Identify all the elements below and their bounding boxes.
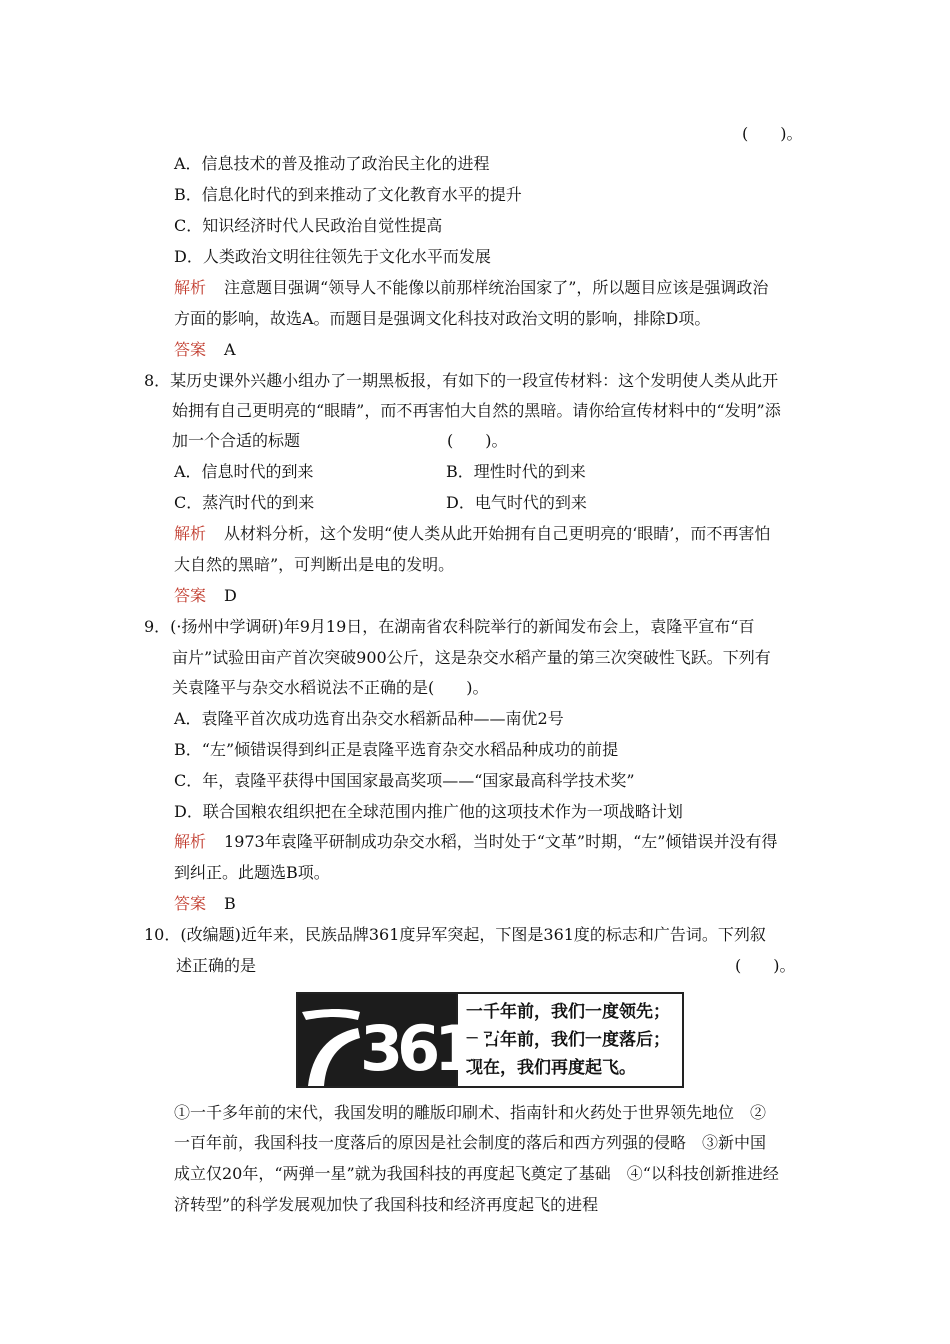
brand-logo-figure (296, 992, 684, 1088)
q10-statement-line-1: ①一千多年前的宋代，我国发明的雕版印刷术、指南针和火药处于世界领先地位 ② (174, 1103, 767, 1122)
q9-stem-line-1: 9．(·扬州中学调研)年9月19日，在湖南省农科院举行的新闻发布会上，袁隆平宣布“百 (144, 617, 755, 636)
q10-statement-line-4: 济转型”的科学发展观加快了我国科技和经济再度起飞的进程 (174, 1195, 599, 1214)
slogan-line-3: 现在，我们再度起飞。 (466, 1058, 636, 1078)
q8-analysis-line-1 (174, 524, 770, 544)
analysis-label: 解析 (174, 832, 207, 851)
q10-stem-line-2: 述正确的是 (176, 956, 257, 975)
q9-analysis-line-2: 到纠正。此题选B项。 (174, 863, 330, 882)
q7-analysis-line-2: 方面的影响，故选A。而题目是强调文化科技对政治文明的影响，排除D项。 (174, 309, 711, 328)
q8-stem-line-2: 始拥有自己更明亮的“眼睛”，而不再害怕大自然的黑暗。请你给宣传材料中的“发明”添 (172, 401, 781, 420)
q8-analysis-line-2: 大自然的黑暗”，可判断出是电的发明。 (174, 555, 455, 574)
slogan-line-2: 一百年前，我们一度落后； (466, 1030, 670, 1050)
q8-option-d: D．电气时代的到来 (446, 493, 587, 512)
q10-blank: ( )。 (735, 956, 796, 975)
q8-option-c: C．蒸汽时代的到来 (174, 493, 315, 512)
q7-analysis-line-1 (174, 278, 768, 298)
q8-blank: ( )。 (447, 431, 508, 450)
q8-option-a: A．信息时代的到来 (174, 462, 314, 481)
q8-option-b: B．理性时代的到来 (446, 462, 586, 481)
q8-stem-line-1: 8．某历史课外兴趣小组办了一期黑板报，有如下的一段宣传材料：这个发明使人类从此开 (144, 371, 779, 390)
q9-stem-line-2: 亩片”试验田亩产首次突破900公斤，这是杂交水稻产量的第三次突破性飞跃。下列有 (172, 648, 771, 667)
q9-answer (174, 894, 236, 914)
answer-label: 答案 (174, 586, 207, 605)
q9-option-a: A．袁隆平首次成功选育出杂交水稻新品种——南优2号 (174, 709, 564, 728)
q9-analysis-line-1 (174, 832, 777, 852)
analysis-label: 解析 (174, 524, 207, 543)
q7-option-a: A．信息技术的普及推动了政治民主化的进程 (174, 154, 490, 173)
q9-option-b: B．“左”倾错误得到纠正是袁隆平选育杂交水稻品种成功的前提 (174, 740, 619, 759)
q9-option-c: C．年，袁隆平获得中国国家最高奖项——“国家最高科学技术奖” (174, 771, 635, 790)
analysis-text: 1973年袁隆平研制成功杂交水稻，当时处于“文革”时期，“左”倾错误并没有得 (224, 832, 778, 851)
q7-option-d: D．人类政治文明往往领先于文化水平而发展 (174, 247, 491, 266)
q7-option-b: B．信息化时代的到来推动了文化教育水平的提升 (174, 185, 522, 204)
q8-stem-line-3: 加一个合适的标题 (172, 431, 301, 450)
q7-answer (174, 340, 236, 360)
analysis-text: 从材料分析，这个发明“使人类从此开始拥有自己更明亮的‘眼睛’，而不再害怕 (224, 524, 771, 543)
swoosh-logo-icon (298, 994, 497, 1086)
answer-label: 答案 (174, 894, 207, 913)
q9-stem-line-3: 关袁隆平与杂交水稻说法不正确的是( )。 (172, 678, 489, 697)
answer-value: A (224, 340, 236, 359)
analysis-text: 注意题目强调“领导人不能像以前那样统治国家了”，所以题目应该是强调政治 (224, 278, 769, 297)
q7-option-c: C．知识经济时代人民政治自觉性提高 (174, 216, 443, 235)
q10-stem-line-1: 10．(改编题)近年来，民族品牌361度异军突起，下图是361度的标志和广告词。下列叙 (144, 925, 766, 944)
slogan-line-1: 一千年前，我们一度领先； (466, 1002, 670, 1022)
q9-option-d: D．联合国粮农组织把在全球范围内推广他的这项技术作为一项战略计划 (174, 802, 683, 821)
q10-statement-line-3: 成立仅20年，“两弹一星”就为我国科技的再度起飞奠定了基础 ④“以科技创新推进经 (174, 1164, 779, 1183)
answer-label: 答案 (174, 340, 207, 359)
q10-statement-line-2: 一百年前，我国科技一度落后的原因是社会制度的落后和西方列强的侵略 ③新中国 (174, 1133, 767, 1152)
answer-value: B (224, 894, 236, 913)
q8-answer (174, 586, 237, 606)
logo-text: 361° (360, 1012, 497, 1085)
q7-blank: ( )。 (742, 124, 803, 143)
answer-value: D (224, 586, 237, 605)
brand-361-logo (298, 994, 497, 1086)
analysis-label: 解析 (174, 278, 207, 297)
